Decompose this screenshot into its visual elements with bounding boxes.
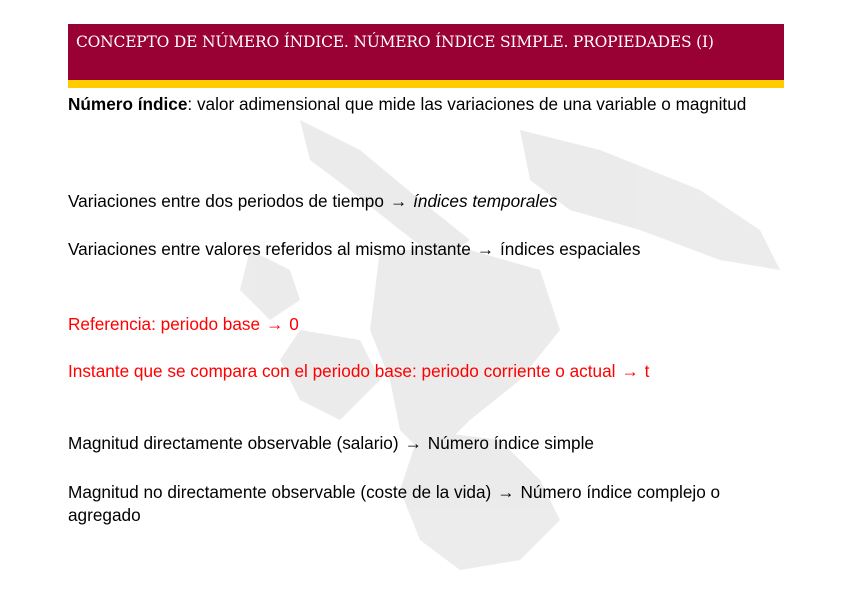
slide-header xyxy=(68,24,784,80)
definition-term: Número índice xyxy=(68,94,188,114)
header-accent-bar xyxy=(68,80,784,88)
simple-index-result: Número índice simple xyxy=(427,433,594,453)
temporal-result: índices temporales xyxy=(413,191,558,211)
current-period-paragraph xyxy=(68,360,788,383)
base-period-text: Referencia: periodo base xyxy=(68,314,261,334)
right-arrow-icon: → xyxy=(621,361,639,381)
current-period-text: Instante que se compara con el periodo base: periodo corriente o actual xyxy=(68,361,616,381)
definition-text: : valor adimensional que mide las variaciones de una variable o magnitud xyxy=(187,94,747,114)
current-period-result: t xyxy=(644,361,650,381)
simple-index-paragraph xyxy=(68,432,788,455)
definition-paragraph xyxy=(68,93,788,116)
right-arrow-icon: → xyxy=(476,239,495,259)
simple-index-text: Magnitud directamente observable (salario) xyxy=(68,433,399,453)
spatial-result: índices espaciales xyxy=(500,239,641,259)
right-arrow-icon: → xyxy=(266,314,284,334)
complex-index-paragraph xyxy=(68,481,788,527)
base-period-result: 0 xyxy=(289,314,299,334)
right-arrow-icon: → xyxy=(404,433,422,453)
right-arrow-icon: → xyxy=(389,191,408,211)
slide-title: CONCEPTO DE NÚMERO ÍNDICE. NÚMERO ÍNDICE SIMPLE. PROPIEDADES (I) xyxy=(76,33,714,51)
temporal-text: Variaciones entre dos periodos de tiempo xyxy=(68,191,384,211)
spatial-paragraph xyxy=(68,238,788,261)
right-arrow-icon: → xyxy=(497,482,515,502)
base-period-paragraph xyxy=(68,313,788,336)
temporal-paragraph xyxy=(68,190,788,213)
spatial-text: Variaciones entre valores referidos al mismo instante xyxy=(68,239,471,259)
complex-index-result: Número índice complejo o agregado xyxy=(68,482,721,525)
complex-index-text: Magnitud no directamente observable (coste de la vida) xyxy=(68,482,492,502)
